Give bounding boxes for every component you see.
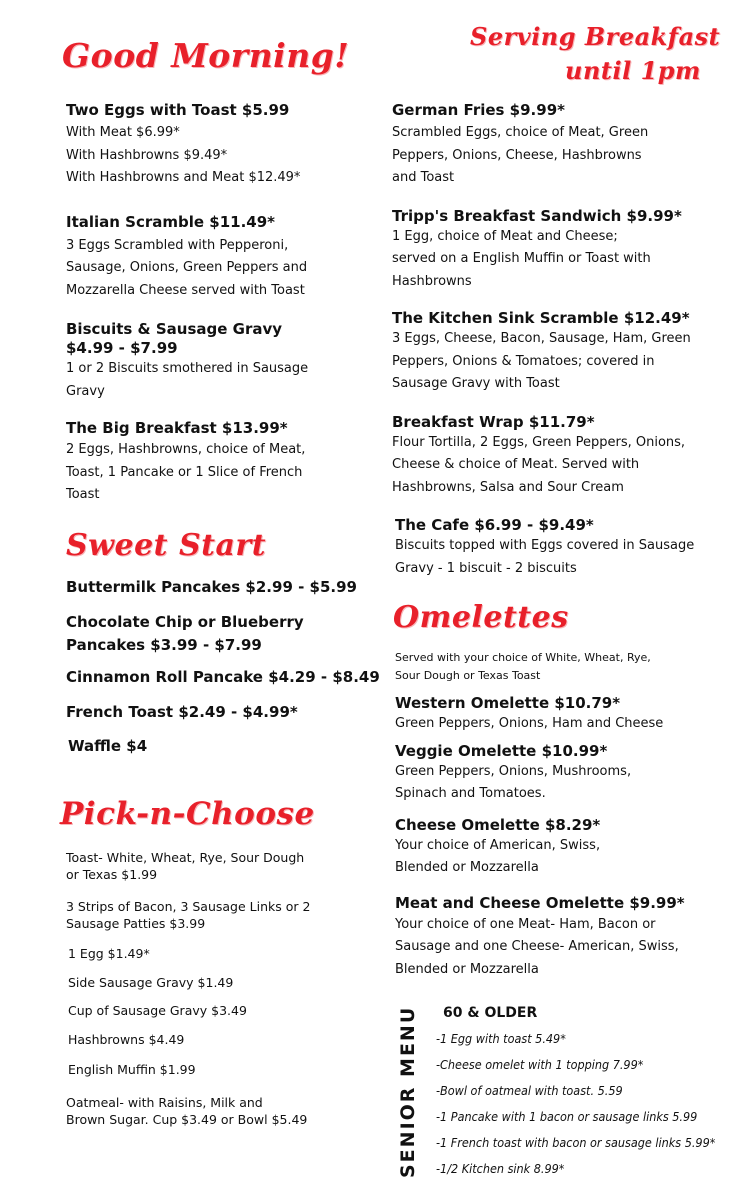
- sweet-start-heading: Sweet Start: [66, 528, 267, 563]
- item-desc: [395, 535, 712, 580]
- senior-menu-heading: 60 & OLDER: [443, 1005, 538, 1021]
- item-title: German Fries $9.99*: [392, 101, 565, 119]
- breakfast-left-column: [66, 101, 366, 507]
- desc-line: Hashbrowns: [392, 273, 472, 289]
- item-title: Veggie Omelette $10.99*: [395, 741, 608, 760]
- sweet-item: Cinnamon Roll Pancake $4.29 - $8.49: [66, 668, 380, 686]
- pick-line: Brown Sugar. Cup $3.49 or Bowl $5.49: [66, 1112, 308, 1127]
- desc-line: 2 Eggs, Hashbrowns, choice of Meat,: [66, 442, 306, 457]
- menu-item: [395, 742, 715, 806]
- senior-menu-vertical-label: SENIOR MENU: [397, 1005, 419, 1178]
- pick-item: Cup of Sausage Gravy $3.49: [68, 1003, 247, 1018]
- pick-item: [66, 1094, 307, 1128]
- desc-line: Peppers, Onions, Cheese, Hashbrowns: [392, 147, 642, 163]
- item-desc: [392, 226, 712, 294]
- menu-item: [66, 101, 366, 190]
- menu-item: [66, 320, 366, 403]
- senior-item: -1 Egg with toast 5.49*: [436, 1031, 566, 1046]
- desc-line: With Hashbrowns and Meat $12.49*: [66, 170, 301, 185]
- desc-line: Your choice of one Meat- Ham, Bacon or: [395, 916, 656, 932]
- sweet-item: Buttermilk Pancakes $2.99 - $5.99: [66, 578, 357, 596]
- menu-item: [395, 516, 712, 580]
- desc-line: Hashbrowns, Salsa and Sour Cream: [392, 479, 624, 495]
- sweet-item: Waffle $4: [68, 737, 148, 755]
- desc-line: With Hashbrowns $9.49*: [66, 147, 228, 163]
- item-desc: [66, 122, 366, 190]
- desc-line: Sausage and one Cheese- American, Swiss,: [395, 939, 679, 954]
- item-title: Tripp's Breakfast Sandwich $9.99*: [392, 206, 682, 225]
- sweet-item: Chocolate Chip or Blueberry: [66, 613, 304, 631]
- menu-item: [392, 101, 712, 190]
- pick-item: [66, 849, 304, 883]
- desc-line: Peppers, Onions & Tomatoes; covered in: [392, 353, 655, 369]
- item-desc: [392, 122, 712, 190]
- item-desc: [395, 761, 715, 806]
- item-title: Italian Scramble $11.49*: [66, 212, 276, 231]
- serving-heading-line2: until 1pm: [565, 56, 701, 85]
- menu-item: [392, 207, 712, 294]
- menu-item: [395, 894, 715, 982]
- item-desc: [66, 439, 366, 507]
- omelettes-heading: Omelettes: [393, 600, 569, 635]
- item-title: Breakfast Wrap $11.79*: [392, 412, 595, 431]
- item-title: $4.99 - $7.99: [66, 339, 178, 357]
- item-title: Biscuits & Sausage Gravy: [66, 320, 283, 338]
- desc-line: 3 Eggs Scrambled with Pepperoni,: [66, 237, 289, 253]
- omelette-note: [395, 649, 651, 685]
- note-line: Served with your choice of White, Wheat, Rye,: [395, 651, 651, 664]
- desc-line: Toast: [66, 487, 100, 502]
- menu-item: [392, 413, 712, 500]
- desc-line: Sausage, Onions, Green Peppers and: [66, 260, 308, 275]
- omelette-list: [395, 694, 715, 981]
- breakfast-right-column: [392, 101, 712, 580]
- senior-item: -1/2 Kitchen sink 8.99*: [436, 1161, 565, 1176]
- desc-line: Cheese & choice of Meat. Served with: [392, 457, 640, 472]
- menu-item: [395, 816, 715, 880]
- senior-item: -1 Pancake with 1 bacon or sausage links 5.99: [436, 1109, 698, 1124]
- item-desc: [392, 432, 712, 500]
- menu-item: [395, 694, 715, 736]
- pick-line: Toast- White, Wheat, Rye, Sour Dough: [66, 850, 305, 865]
- desc-line: With Meat $6.99*: [66, 125, 180, 140]
- pick-line: 3 Strips of Bacon, 3 Sausage Links or 2: [66, 899, 311, 914]
- desc-line: Your choice of American, Swiss,: [395, 837, 601, 853]
- pick-item: Hashbrowns $4.49: [68, 1032, 185, 1047]
- senior-menu-list: [436, 1026, 715, 1182]
- desc-line: Mozzarella Cheese served with Toast: [66, 282, 305, 298]
- senior-item: -Bowl of oatmeal with toast. 5.59: [436, 1083, 623, 1098]
- item-title: The Cafe $6.99 - $9.49*: [395, 516, 594, 534]
- senior-item: -Cheese omelet with 1 topping 7.99*: [436, 1057, 644, 1072]
- desc-line: Blended or Mozzarella: [395, 961, 539, 977]
- desc-line: Blended or Mozzarella: [395, 860, 539, 875]
- senior-item: -1 French toast with bacon or sausage links 5.99*: [436, 1135, 716, 1150]
- item-desc: [395, 914, 715, 982]
- desc-line: and Toast: [392, 170, 455, 185]
- desc-line: Gravy - 1 biscuit - 2 biscuits: [395, 560, 577, 576]
- item-title: Western Omelette $10.79*: [395, 694, 621, 712]
- serving-heading-line1: Serving Breakfast: [470, 22, 721, 51]
- item-desc: [66, 235, 366, 303]
- desc-line: served on a English Muffin or Toast with: [392, 251, 651, 266]
- desc-line: 1 or 2 Biscuits smothered in Sausage: [66, 361, 309, 376]
- desc-line: 1 Egg, choice of Meat and Cheese;: [392, 228, 618, 244]
- item-title: The Kitchen Sink Scramble $12.49*: [392, 309, 690, 327]
- note-line: Sour Dough or Texas Toast: [395, 669, 541, 682]
- pick-line: or Texas $1.99: [66, 867, 158, 882]
- pick-item: 1 Egg $1.49*: [68, 946, 150, 961]
- item-desc: Green Peppers, Onions, Ham and Cheese: [395, 716, 664, 731]
- pick-item: English Muffin $1.99: [68, 1062, 196, 1077]
- sweet-item: French Toast $2.49 - $4.99*: [66, 703, 298, 721]
- item-desc: [392, 328, 712, 396]
- desc-line: Spinach and Tomatoes.: [395, 786, 546, 801]
- sweet-item: Pancakes $3.99 - $7.99: [66, 636, 262, 654]
- item-desc: [66, 358, 366, 403]
- desc-line: Toast, 1 Pancake or 1 Slice of French: [66, 464, 303, 480]
- pick-line: Oatmeal- with Raisins, Milk and: [66, 1095, 263, 1110]
- desc-line: Biscuits topped with Eggs covered in Sausage: [395, 538, 695, 553]
- desc-line: 3 Eggs, Cheese, Bacon, Sausage, Ham, Green: [392, 331, 691, 346]
- item-title: The Big Breakfast $13.99*: [66, 419, 288, 437]
- menu-item: [66, 419, 366, 507]
- item-title: Two Eggs with Toast $5.99: [66, 101, 290, 119]
- menu-item: [392, 309, 712, 396]
- pick-n-choose-heading: Pick-n-Choose: [60, 796, 315, 832]
- desc-line: Green Peppers, Onions, Mushrooms,: [395, 763, 632, 779]
- pick-item: Side Sausage Gravy $1.49: [68, 975, 234, 990]
- item-title: Cheese Omelette $8.29*: [395, 815, 601, 834]
- desc-line: Scrambled Eggs, choice of Meat, Green: [392, 125, 649, 140]
- menu-item: [66, 213, 366, 303]
- desc-line: Flour Tortilla, 2 Eggs, Green Peppers, Onions,: [392, 434, 686, 450]
- good-morning-heading: Good Morning!: [62, 36, 350, 75]
- desc-line: Gravy: [66, 383, 105, 399]
- desc-line: Sausage Gravy with Toast: [392, 376, 560, 391]
- pick-item: [66, 898, 310, 932]
- item-desc: [395, 835, 715, 880]
- pick-line: Sausage Patties $3.99: [66, 916, 206, 931]
- item-title: Meat and Cheese Omelette $9.99*: [395, 893, 685, 912]
